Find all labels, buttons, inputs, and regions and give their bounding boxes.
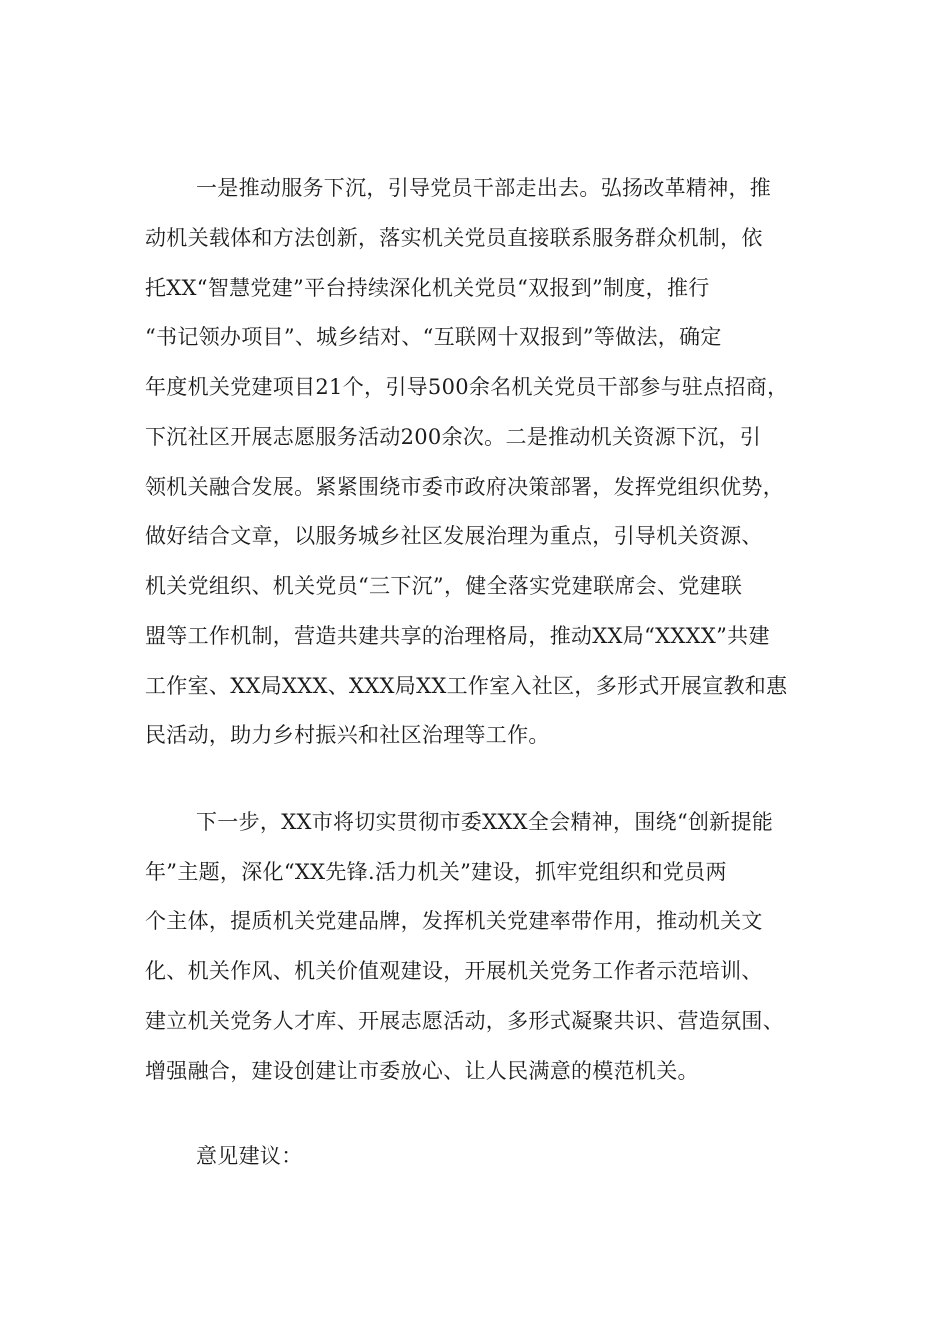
- paragraph-2-line-6: 增强融合，建设创建让市委放心、让人民满意的模范机关。: [145, 1059, 699, 1083]
- paragraph-1-line-11: 工作室、XX局XXX、XXX局XX工作室入社区，多形式开展宣教和惠: [145, 674, 788, 698]
- paragraph-2-line-4: 化、机关作风、机关价值观建设，开展机关党务工作者示范培训、: [145, 959, 763, 983]
- paragraph-3-line-1: 意见建议：: [196, 1144, 303, 1168]
- paragraph-1-line-3: 托XX“智慧党建”平台持续深化机关党员“双报到”制度，推行: [145, 276, 710, 300]
- paragraph-1-line-6: 下沉社区开展志愿服务活动200余次。二是推动机关资源下沉，引: [145, 425, 762, 449]
- paragraph-2-line-2: 年”主题，深化“XX先锋.活力机关”建设，抓牢党组织和党员两: [145, 860, 727, 884]
- paragraph-2-line-1: 下一步，XX市将切实贯彻市委XXX全会精神，围绕“创新提能: [196, 810, 774, 834]
- paragraph-1-line-1: 一是推动服务下沉，引导党员干部走出去。弘扬改革精神，推: [196, 176, 772, 200]
- paragraph-1-line-4: “书记领办项目”、城乡结对、“互联网十双报到”等做法，确定: [145, 325, 722, 349]
- paragraph-1-line-8: 做好结合文章，以服务城乡社区发展治理为重点，引导机关资源、: [145, 524, 763, 548]
- paragraph-1-line-2: 动机关载体和方法创新，落实机关党员直接联系服务群众机制，依: [145, 226, 763, 250]
- paragraph-1-line-12: 民活动，助力乡村振兴和社区治理等工作。: [145, 723, 550, 747]
- paragraph-1-line-7: 领机关融合发展。紧紧围绕市委市政府决策部署，发挥党组织优势，: [145, 475, 784, 499]
- paragraph-1-line-5: 年度机关党建项目21个，引导500余名机关党员干部参与驻点招商，: [145, 375, 789, 399]
- paragraph-1-line-9: 机关党组织、机关党员“三下沉”，健全落实党建联席会、党建联: [145, 574, 743, 598]
- paragraph-2-line-5: 建立机关党务人才库、开展志愿活动，多形式凝聚共识、营造氛围、: [145, 1009, 784, 1033]
- paragraph-2-line-3: 个主体，提质机关党建品牌，发挥机关党建率带作用，推动机关文: [145, 909, 763, 933]
- paragraph-1-line-10: 盟等工作机制，营造共建共享的治理格局，推动XX局“XXXX”共建: [145, 624, 770, 648]
